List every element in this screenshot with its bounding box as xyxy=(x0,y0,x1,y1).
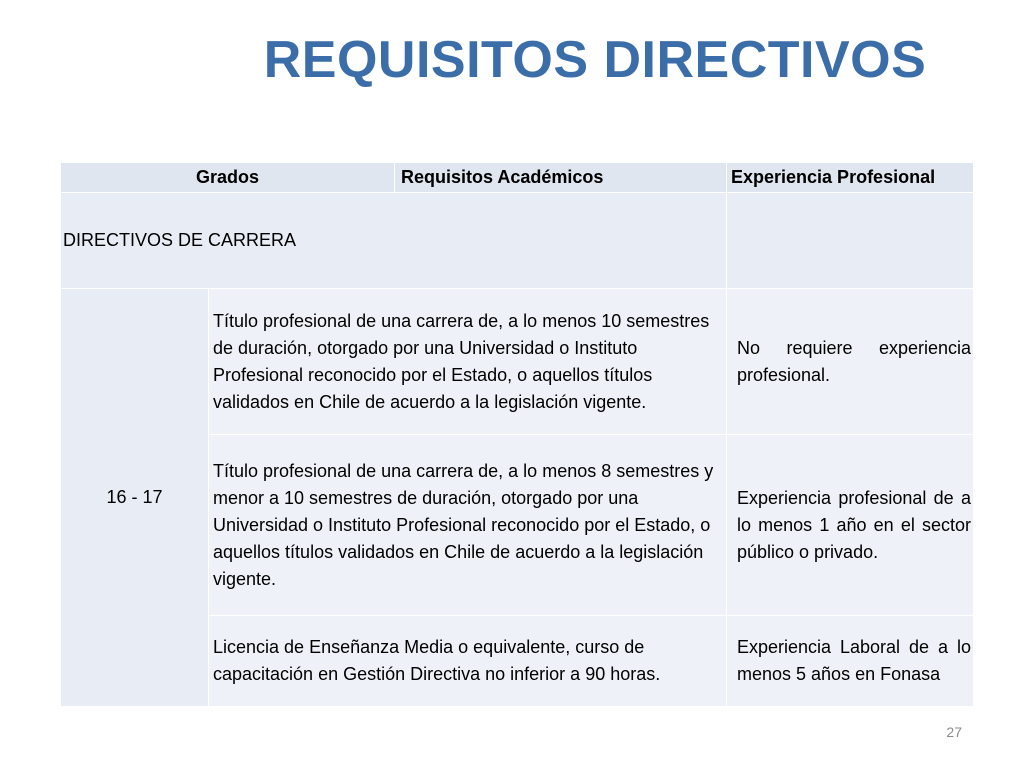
requisitos-cell: Licencia de Enseñanza Media o equivalente, curso de capacitación en Gestión Directiva no inferior a 90 horas. xyxy=(209,616,727,707)
section-row xyxy=(61,193,974,289)
requisitos-cell: Título profesional de una carrera de, a lo menos 10 semestres de duración, otorgado por una Universidad o Instituto Profesional reconocido por el Estado, o aquellos títulos validados en Chile de acuerdo a la legislación vigente. xyxy=(209,289,727,435)
requisitos-cell: Título profesional de una carrera de, a lo menos 8 semestres y menor a 10 semestres de duración, otorgado por una Universidad o Instituto Profesional reconocido por el Estado, o aquellos títulos validados en Chile de acuerdo a la legislación vigente. xyxy=(209,435,727,616)
experiencia-cell: Experiencia profesional de a lo menos 1 año en el sector público o privado. xyxy=(727,435,974,616)
section-empty-cell xyxy=(727,193,974,289)
header-grados: Grados xyxy=(61,163,395,193)
header-experiencia: Experiencia Profesional xyxy=(727,163,974,193)
slide-title: REQUISITOS DIRECTIVOS xyxy=(263,31,927,89)
table-row xyxy=(61,289,974,435)
section-label: DIRECTIVOS DE CARRERA xyxy=(61,193,727,289)
experiencia-cell: Experiencia Laboral de a lo menos 5 años en Fonasa xyxy=(727,616,974,707)
page-number: 27 xyxy=(946,724,962,740)
requirements-table xyxy=(60,162,974,707)
table-header-row xyxy=(61,163,974,193)
grados-cell: 16 - 17 xyxy=(61,289,209,707)
experiencia-cell: No requiere experiencia profesional. xyxy=(727,289,974,435)
header-requisitos: Requisitos Académicos xyxy=(395,163,727,193)
